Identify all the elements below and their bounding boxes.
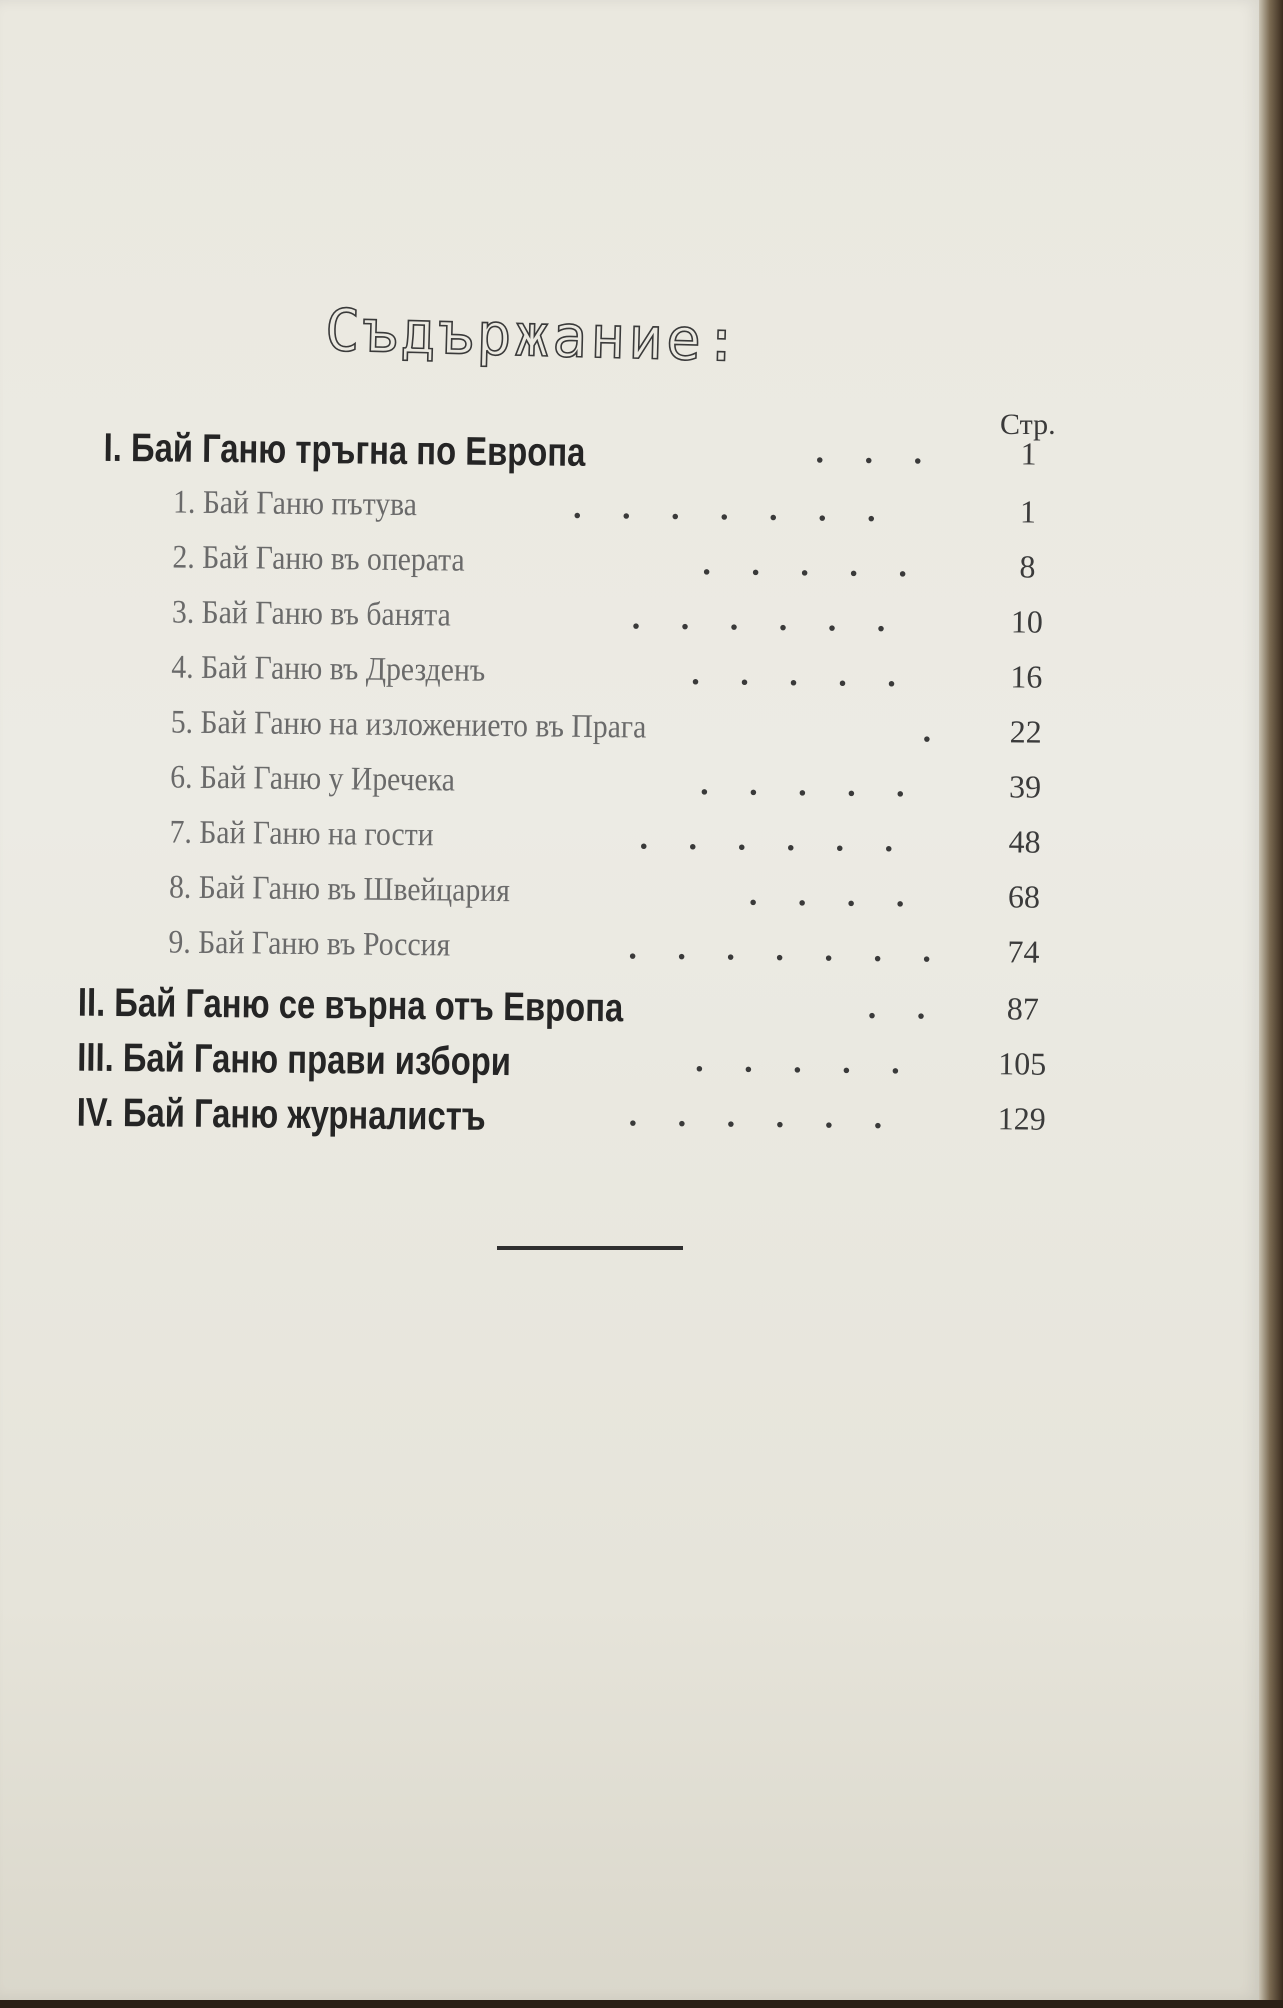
entry-number: 4.	[171, 649, 194, 686]
toc-entry-sub	[170, 705, 1060, 762]
entry-title: Бай Ганю на изложението въ Прага	[200, 704, 647, 746]
toc-entry-main	[78, 981, 1058, 1039]
entry-number: IV.	[76, 1090, 115, 1135]
entry-title: Бай Ганю въ Дрезденъ	[200, 649, 486, 689]
leader-dots: . . . .	[748, 875, 921, 915]
leader-dots: . . . . .	[695, 1042, 916, 1082]
entry-page-number: 1	[1019, 493, 1037, 530]
entry-page-number: 68	[1007, 878, 1041, 915]
leader-dots: .	[922, 712, 948, 750]
entry-page-number: 129	[997, 1100, 1046, 1137]
toc-entry-sub	[169, 870, 1059, 927]
leader-dots: . .	[867, 988, 942, 1027]
entry-title: Бай Ганю прави избори	[122, 1036, 512, 1085]
entry-number: 8.	[168, 869, 192, 906]
divider-rule	[497, 1246, 683, 1250]
page-title: Съдържание:	[324, 296, 743, 375]
leader-dots: . . . . . .	[631, 599, 902, 640]
entry-number: 9.	[168, 924, 191, 961]
entry-title: Бай Ганю въ Россия	[197, 924, 451, 964]
toc-entry-sub	[173, 485, 1063, 542]
entry-title: Бай Ганю въ операта	[202, 539, 465, 579]
leader-dots: . . . . . . .	[628, 929, 948, 970]
entry-page-number: 22	[1009, 713, 1042, 750]
leader-dots: . . . . .	[702, 545, 924, 585]
entry-page-number: 1	[1020, 435, 1037, 472]
toc-entry-main	[76, 1091, 1056, 1149]
entry-title: Бай Ганю въ Швейцария	[198, 869, 511, 910]
entry-number: 6.	[170, 759, 193, 796]
entry-number: 3.	[171, 594, 195, 631]
leader-dots: . . . . . .	[628, 1096, 899, 1137]
entry-page-number: 8	[1019, 548, 1036, 585]
entry-page-number: 10	[1010, 603, 1044, 640]
toc-entry-main	[77, 1036, 1057, 1094]
entry-title: Бай Ганю на гости	[199, 814, 434, 854]
page-column-header: Стр.	[1000, 408, 1056, 441]
entry-page-number: 16	[1010, 658, 1043, 695]
entry-title: Бай Ганю въ банята	[201, 594, 451, 634]
entry-page-number: 87	[1006, 990, 1040, 1027]
leader-dots: . . . . .	[699, 765, 921, 805]
entry-number: I.	[103, 425, 123, 471]
entry-number: 2.	[172, 539, 195, 576]
entry-number: 5.	[170, 704, 194, 741]
leader-dots: . . . . . .	[639, 819, 910, 860]
entry-title: Бай Ганю у Иречека	[199, 759, 456, 799]
entry-page-number: 74	[1007, 933, 1040, 970]
entry-page-number: 105	[998, 1045, 1047, 1082]
entry-number: 7.	[169, 814, 193, 851]
entry-number: III.	[77, 1035, 114, 1080]
entry-title: Бай Ганю журналистъ	[122, 1091, 486, 1139]
leader-dots: . . . . . . .	[572, 488, 892, 530]
toc-entry-sub	[172, 540, 1062, 597]
entry-number: II.	[77, 980, 106, 1025]
entry-page-number: 48	[1008, 823, 1041, 860]
entry-title: Бай Ганю пътува	[202, 484, 418, 524]
leader-dots: . . .	[815, 433, 939, 472]
toc-entry-sub	[171, 650, 1061, 707]
entry-title: Бай Ганю тръгна по Европа	[130, 426, 586, 475]
book-page-edge	[1259, 0, 1283, 2000]
entry-page-number: 39	[1008, 768, 1042, 805]
entry-number: 1.	[172, 484, 196, 521]
leader-dots: . . . . .	[691, 654, 913, 695]
toc-entry-sub	[169, 815, 1059, 872]
entry-title: Бай Ганю се върна отъ Европа	[114, 980, 624, 1031]
toc-entry-sub	[168, 925, 1058, 982]
toc-entry-sub	[172, 595, 1062, 652]
toc-entry-sub	[170, 760, 1060, 817]
toc-entry-main	[103, 426, 1063, 484]
